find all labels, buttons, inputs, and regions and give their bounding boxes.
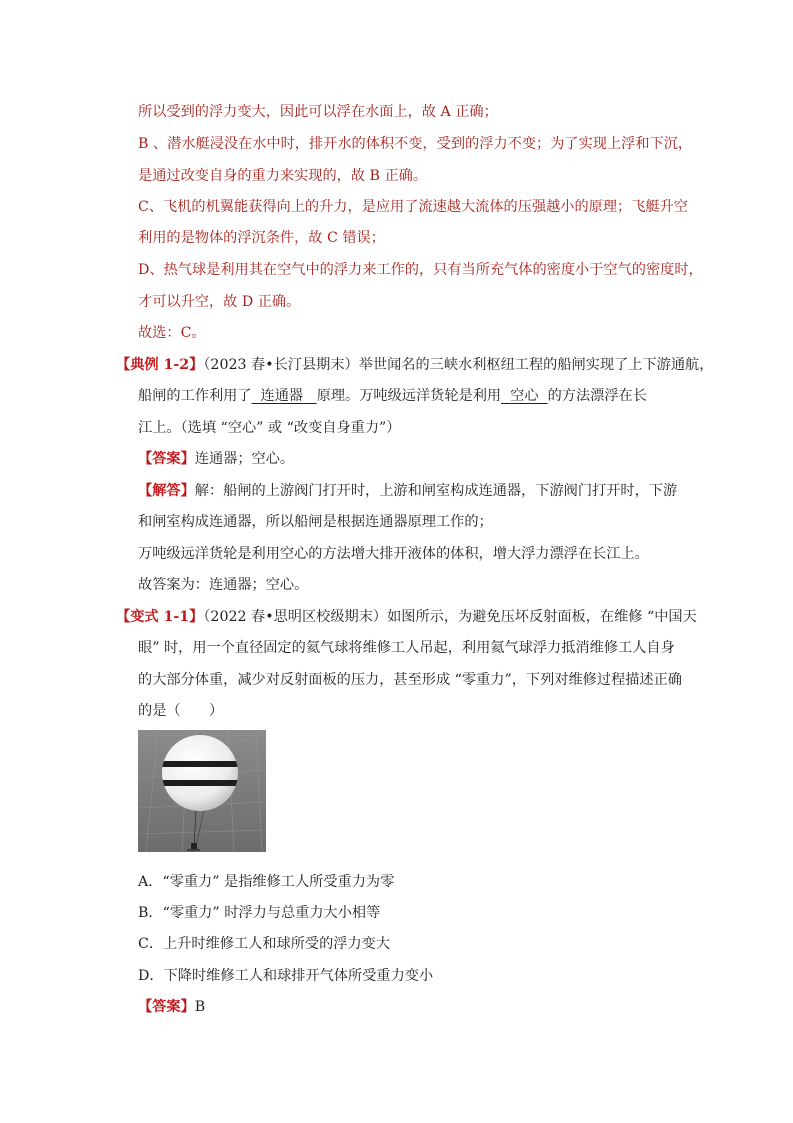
example-answer: 连通器；空心。 [194, 451, 295, 467]
solution-line-2: B 、潜水艇浸没在水中时，排开水的体积不变，受到的浮力不变；为了实现上浮和下沉， [138, 136, 693, 152]
example-analysis-line-2: 和闸室构成连通器，所以船闸是根据连通器原理工作的； [138, 514, 493, 530]
example-question-line-1 [116, 355, 713, 375]
variant-tag: 【变式 1-1】 [116, 609, 204, 625]
solution-line-3: 是通过改变自身的重力来实现的，故 B 正确。 [138, 168, 428, 184]
solution-line-7: 才可以升空，故 D 正确。 [138, 294, 301, 310]
variant-question-line-2: 眼” 时，用一个直径固定的氦气球将维修工人吊起，利用氦气球浮力抵消维修工人自身 [138, 640, 675, 656]
option-c: C．上升时维修工人和球所受的浮力变大 [138, 936, 391, 952]
example-question-line-2 [138, 386, 647, 406]
example-final-answer: 故答案为：连通器；空心。 [138, 577, 309, 593]
example-question-line-3: 江上。（选填 “空心” 或 “改变自身重力”） [138, 420, 401, 436]
variant-source: （2022 春•思明区校级期末） [203, 609, 388, 625]
example-text-1: 举世闻名的三峡水利枢纽工程的船闸实现了上下游通航， [358, 357, 714, 373]
variant-answer-tag: 【答案】 [138, 999, 195, 1015]
example-analysis-line-1 [138, 481, 677, 501]
example-blank-2 [501, 388, 547, 404]
solution-line-8: 故选：C。 [138, 325, 206, 341]
variant-answer: B [194, 999, 206, 1015]
example-blank-1 [252, 388, 317, 404]
solution-line-4: C、飞机的机翼能获得向上的升力，是应用了流速越大流体的压强越小的原理；飞艇升空 [138, 199, 688, 215]
variant-answer-line [138, 997, 205, 1017]
option-d: D．下降时维修工人和球排开气体所受重力变小 [138, 968, 434, 984]
example-analysis-line-3: 万吨级远洋货轮是利用空心的方法增大排开液体的体积，增大浮力漂浮在长江上。 [138, 546, 649, 562]
variant-question-line-4: 的是（ ） [138, 703, 224, 719]
option-a: A．“零重力” 是指维修工人所受重力为零 [138, 874, 395, 890]
example-source: （2023 春•长汀县期末） [203, 357, 359, 373]
example-answer-tag: 【答案】 [138, 451, 195, 467]
example-blank-2-answer: 空心 [510, 388, 539, 404]
solution-line-6: D、热气球是利用其在空气中的浮力来工作的，只有当所充气体的密度小于空气的密度时， [138, 262, 703, 278]
example-blank-1-answer: 连通器 [260, 388, 304, 404]
variant-text-1: 如图所示，为避免压坏反射面板，在维修 “中国天 [387, 609, 697, 625]
example-text-2-middle: 原理。万吨级远洋货轮是利用 [316, 388, 502, 404]
example-text-2-prefix: 船闸的工作利用了 [138, 388, 252, 404]
helium-balloon-photo [138, 730, 266, 852]
example-analysis-tag: 【解答】 [138, 483, 195, 499]
variant-question-line-1 [116, 607, 697, 627]
example-text-2-suffix: 的方法漂浮在长 [547, 388, 647, 404]
variant-question-line-3: 的大部分体重，减少对反射面板的压力，甚至形成 “零重力”，下列对维修过程描述正确 [138, 672, 682, 688]
solution-line-5: 利用的是物体的浮沉条件，故 C 错误； [138, 230, 385, 246]
example-analysis-text-1: 解：船闸的上游阀门打开时，上游和闸室构成连通器，下游阀门打开时，下游 [194, 483, 678, 499]
solution-line-1: 所以受到的浮力变大，因此可以浮在水面上，故 A 正确； [138, 104, 498, 120]
example-answer-line [138, 449, 294, 469]
example-tag: 【典例 1-2】 [116, 357, 204, 373]
option-b: B．“零重力” 时浮力与总重力大小相等 [138, 905, 381, 921]
